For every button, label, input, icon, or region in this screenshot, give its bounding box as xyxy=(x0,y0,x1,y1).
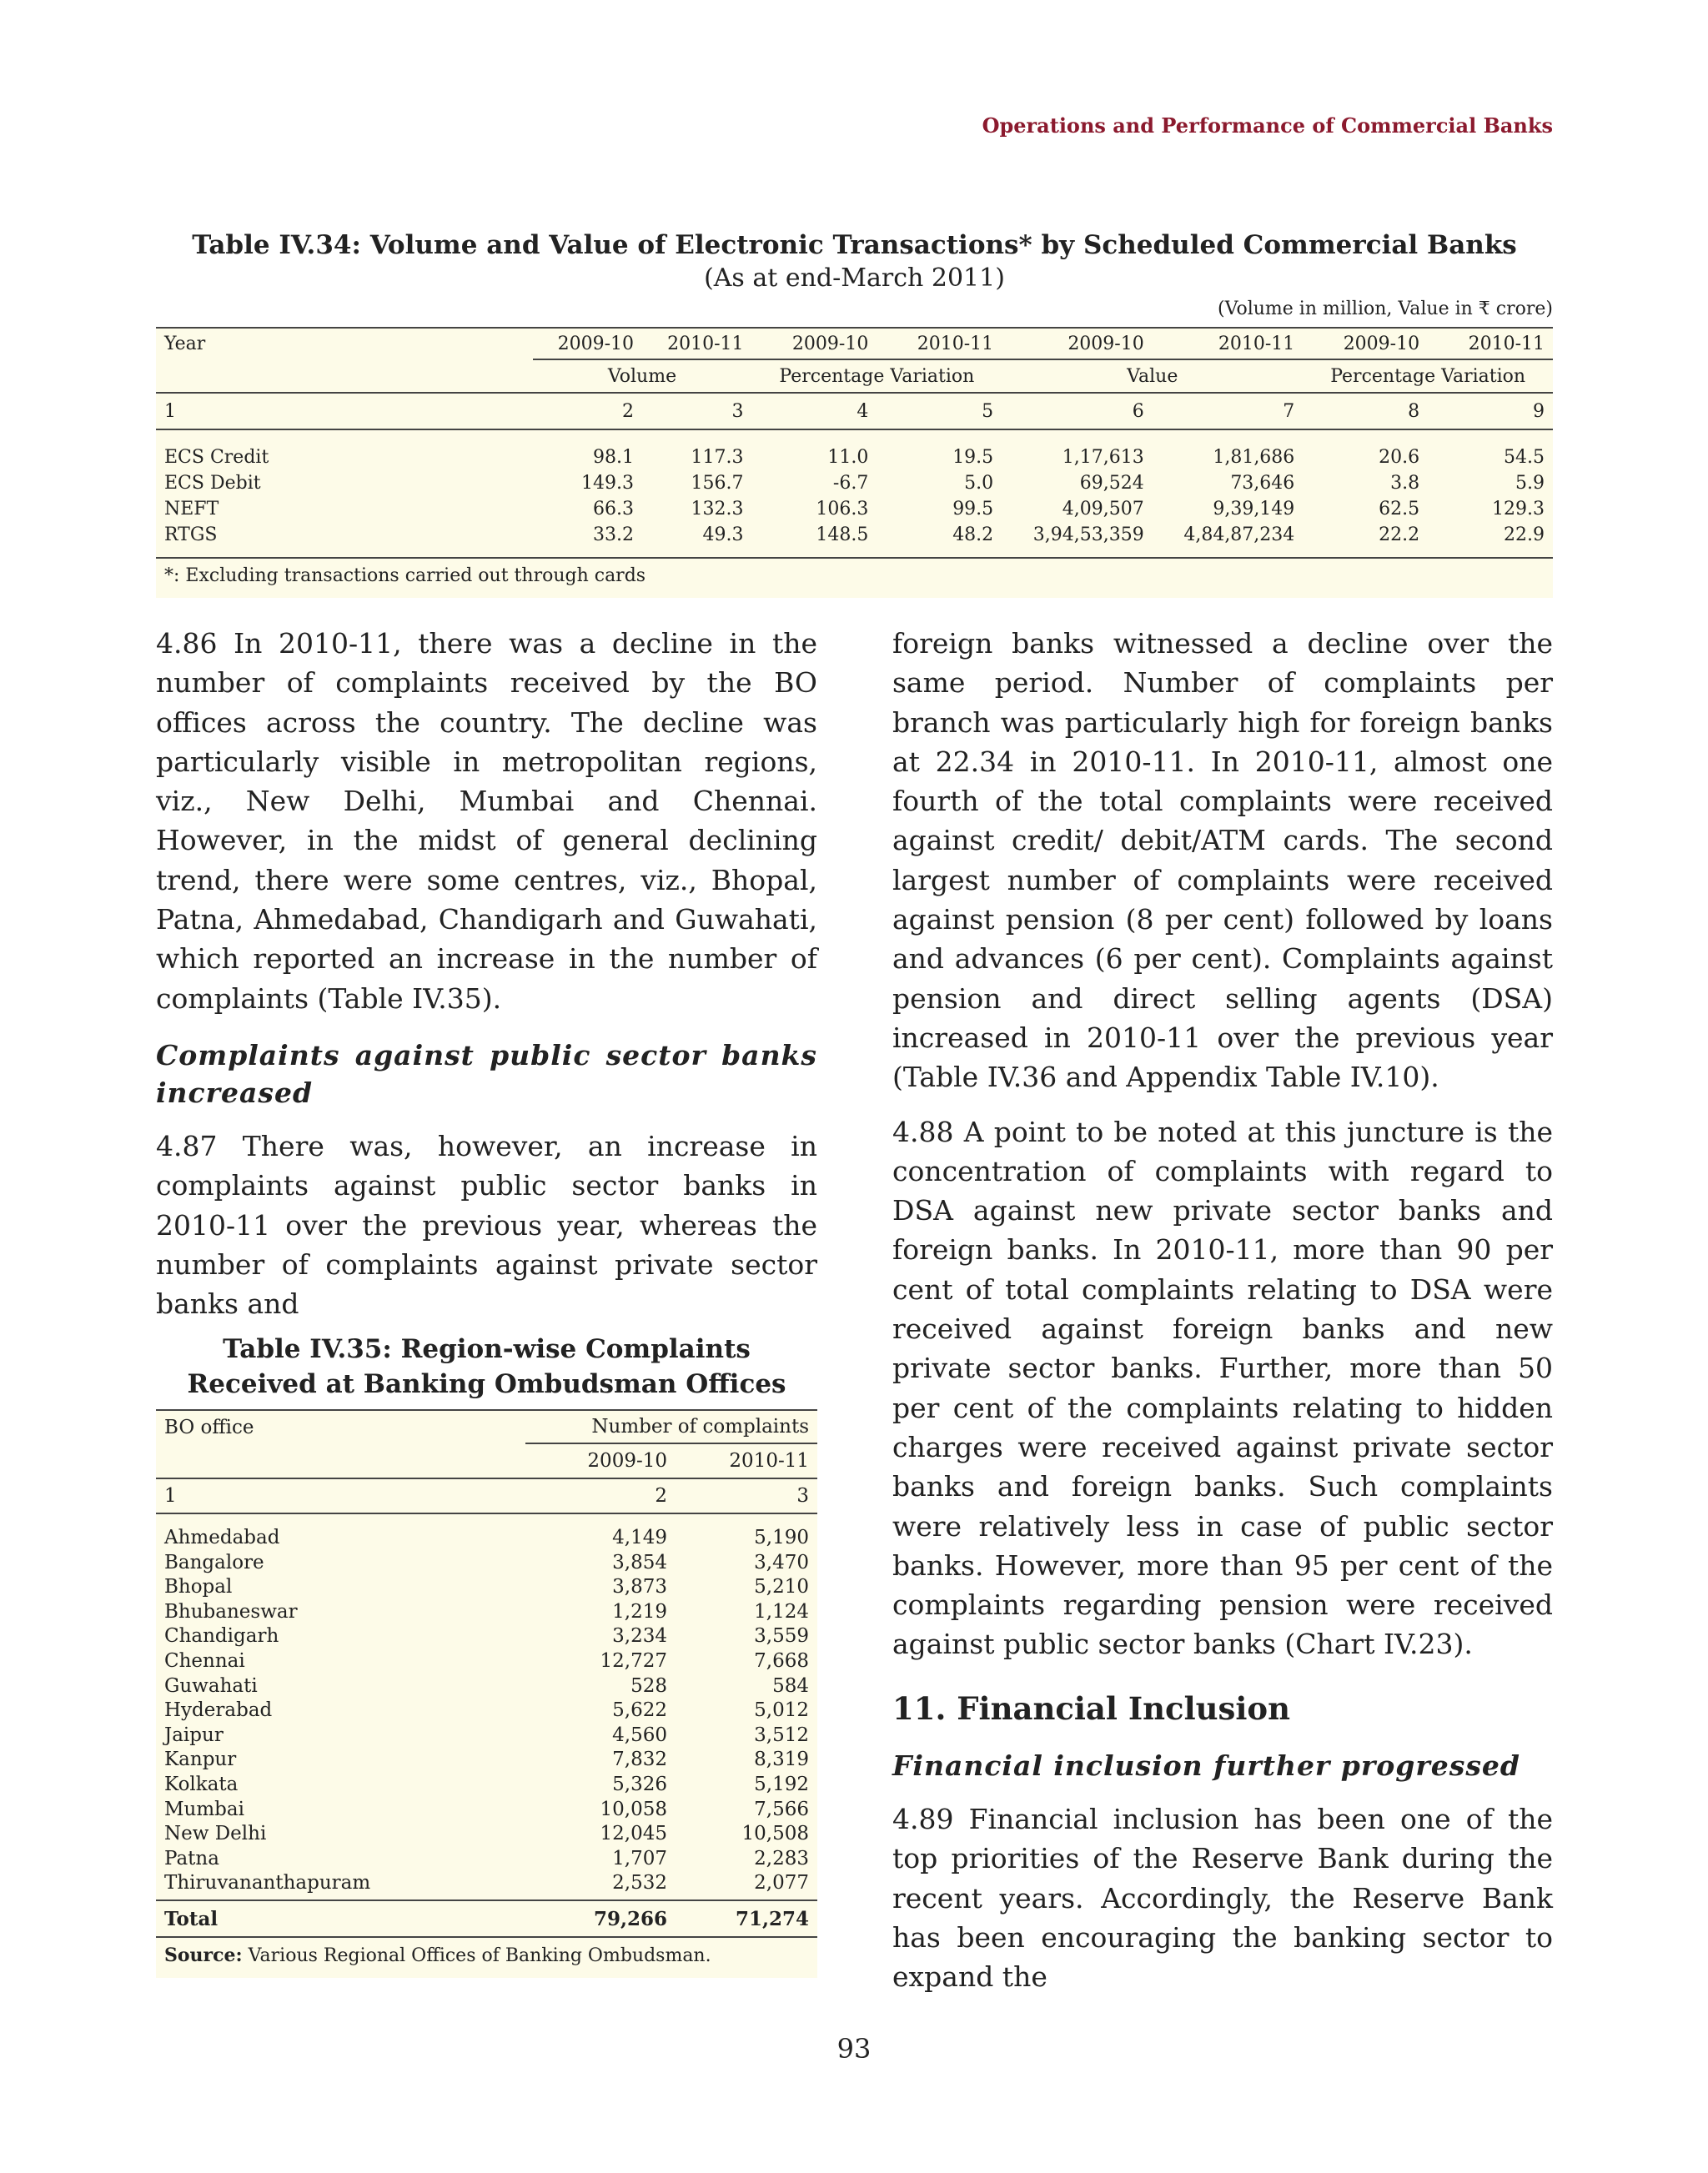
cell-value: 9,39,149 xyxy=(1213,499,1295,519)
year: 2010-11 xyxy=(1468,333,1545,354)
cell-value: 22.9 xyxy=(1504,524,1545,545)
bo-office: Thiruvananthapuram xyxy=(164,1872,371,1894)
cell-value: 54.5 xyxy=(1504,447,1545,468)
section-heading: 11. Financial Inclusion xyxy=(892,1689,1291,1727)
cell-value: 156.7 xyxy=(691,473,744,494)
complaints-2009-10: 3,854 xyxy=(612,1551,667,1573)
cell-value: 5.0 xyxy=(964,473,994,494)
bo-office: Bhubaneswar xyxy=(164,1600,298,1623)
cell-value: 148.5 xyxy=(816,524,869,545)
cell-value: 66.3 xyxy=(593,499,635,519)
bo-office: Mumbai xyxy=(164,1798,244,1820)
bo-office: Hyderabad xyxy=(164,1699,273,1722)
paragraph-4-88: 4.88 A point to be noted at this juncture is the concentration of complaints with regard to DSA against new private sector banks and foreign banks. In 2010-11, more than 90 per cent of total complaints relating to DSA were received against foreign banks and new private sector banks. Further, more than 50 per cent of the complaints relating to hidden charges were received against private sector banks and foreign banks. Such complaints were relatively less in case of public sector banks. However, more than 95 per cent of the complaints regarding pension were received against public sector banks (Chart IV.23). xyxy=(892,1115,1553,1661)
complaints-2010-11: 7,566 xyxy=(754,1798,809,1820)
year: 2010-11 xyxy=(917,333,994,354)
paragraph-4-86: 4.86 In 2010-11, there was a decline in the number of complaints received by the BO offices across the country. The decline was particularly visible in metropolitan regions, viz., New Delhi, Mumbai and Chennai. However, in the midst of general declining trend, there were some centres, viz., Bhopal, Patna, Ahmedabad, Chandigarh and Guwahati, which reported an increase in the number of complaints (Table IV.35). xyxy=(156,627,817,1015)
row-label: ECS Debit xyxy=(164,473,261,494)
col-number: 3 xyxy=(796,1485,809,1507)
group-header: Number of complaints xyxy=(525,1410,817,1443)
complaints-2010-11: 8,319 xyxy=(754,1749,809,1771)
bo-office: Patna xyxy=(164,1847,219,1869)
complaints-2010-11: 5,210 xyxy=(754,1576,809,1598)
table-row xyxy=(156,1869,817,1894)
year: 2010-11 xyxy=(729,1450,809,1472)
bo-office: Chennai xyxy=(164,1649,245,1672)
table-row xyxy=(156,1598,817,1623)
complaints-2009-10: 2,532 xyxy=(612,1872,667,1894)
group-volume: Volume xyxy=(533,359,752,393)
bo-office: Kanpur xyxy=(164,1749,237,1771)
year-header: Year xyxy=(164,334,206,354)
cell-value: 99.5 xyxy=(952,499,994,519)
row-label: RTGS xyxy=(164,524,218,545)
cell-value: 33.2 xyxy=(593,524,635,545)
year: 2009-10 xyxy=(1068,333,1144,354)
paragraph-4-87: 4.87 There was, however, an increase in complaints against public sector banks in 2010-11 over the previous year, whereas the number of complaints against private sector banks and xyxy=(156,1129,817,1321)
complaints-2010-11: 1,124 xyxy=(754,1600,809,1623)
cell-value: 149.3 xyxy=(581,473,635,494)
page-number: 93 xyxy=(836,2033,872,2065)
table-row xyxy=(156,1770,817,1795)
left-column xyxy=(156,624,817,1338)
cell-value: 62.5 xyxy=(1379,499,1420,519)
group-pct-variation: Percentage Variation xyxy=(1303,359,1553,393)
complaints-2010-11: 5,192 xyxy=(754,1773,809,1795)
complaints-2010-11: 5,012 xyxy=(754,1699,809,1722)
table1-units: (Volume in million, Value in ₹ crore) xyxy=(1218,299,1553,319)
year: 2009-10 xyxy=(587,1450,667,1472)
complaints-2009-10: 5,326 xyxy=(612,1773,667,1795)
complaints-2009-10: 1,219 xyxy=(612,1600,667,1623)
cell-value: 1,17,613 xyxy=(1062,447,1144,468)
complaints-2009-10: 5,622 xyxy=(612,1699,667,1722)
complaints-2009-10: 3,873 xyxy=(612,1576,667,1598)
col-number: 6 xyxy=(1132,400,1144,422)
col-number: 2 xyxy=(655,1485,667,1507)
col-number: 3 xyxy=(731,400,744,422)
table-row xyxy=(156,1844,817,1869)
cell-value: 20.6 xyxy=(1379,447,1420,468)
table2 xyxy=(156,1409,817,1978)
total-value: 71,274 xyxy=(735,1907,809,1930)
complaints-2010-11: 3,559 xyxy=(754,1625,809,1648)
complaints-2009-10: 12,045 xyxy=(600,1823,667,1845)
year: 2009-10 xyxy=(791,333,869,354)
bo-office: New Delhi xyxy=(164,1823,267,1845)
complaints-2009-10: 12,727 xyxy=(600,1649,667,1672)
subheading: Financial inclusion further progressed xyxy=(892,1749,1520,1783)
bo-office-header: BO office xyxy=(164,1416,254,1438)
cell-value: 129.3 xyxy=(1492,499,1545,519)
cell-value: 1,81,686 xyxy=(1213,447,1295,468)
bo-office: Kolkata xyxy=(164,1773,239,1795)
bo-office: Jaipur xyxy=(164,1724,224,1746)
year: 2009-10 xyxy=(1343,333,1420,354)
cell-value: 106.3 xyxy=(816,499,869,519)
col-number: 1 xyxy=(164,400,176,422)
complaints-2010-11: 3,512 xyxy=(754,1724,809,1746)
cell-value: 4,84,87,234 xyxy=(1183,524,1295,545)
year: 2010-11 xyxy=(667,333,744,354)
bo-office: Bangalore xyxy=(164,1551,264,1573)
table-row xyxy=(156,1820,817,1845)
right-column xyxy=(892,624,1553,2012)
col-number: 9 xyxy=(1533,400,1545,422)
total-label: Total xyxy=(164,1907,219,1930)
subheading: Complaints against public sector banks increased xyxy=(156,1038,817,1109)
table-row xyxy=(156,1746,817,1771)
cell-value: 22.2 xyxy=(1379,524,1420,545)
table-row xyxy=(156,1623,817,1648)
complaints-2010-11: 584 xyxy=(772,1674,809,1697)
paragraph-continued: foreign banks witnessed a decline over the same period. Number of complaints per branch was particularly high for foreign banks at 22.34 in 2010-11. In 2010-11, almost one fourth of the total complaints were received against credit/ debit/ATM cards. The second largest number of complaints were received against pension (8 per cent) followed by loans and advances (6 per cent). Complaints against pension and direct selling agents (DSA) increased in 2010-11 over the previous year (Table IV.36 and Appendix Table IV.10). xyxy=(892,627,1553,1094)
complaints-2009-10: 10,058 xyxy=(600,1798,667,1820)
cell-value: 48.2 xyxy=(952,524,994,545)
cell-value: 11.0 xyxy=(827,447,869,468)
table-row xyxy=(156,468,1553,494)
complaints-2010-11: 3,470 xyxy=(754,1551,809,1573)
table-row xyxy=(156,494,1553,519)
table-row xyxy=(156,519,1553,545)
year: 2010-11 xyxy=(1218,333,1295,354)
complaints-2010-11: 7,668 xyxy=(754,1649,809,1672)
bo-office: Guwahati xyxy=(164,1674,258,1697)
complaints-2009-10: 1,707 xyxy=(612,1847,667,1869)
complaints-2009-10: 4,149 xyxy=(612,1527,667,1548)
table1 xyxy=(156,327,1553,598)
col-number: 7 xyxy=(1283,400,1295,422)
cell-value: 3.8 xyxy=(1390,473,1420,494)
row-label: ECS Credit xyxy=(164,447,269,468)
complaints-2010-11: 5,190 xyxy=(754,1527,809,1548)
col-number: 5 xyxy=(982,400,994,422)
cell-value: 3,94,53,359 xyxy=(1032,524,1144,545)
table-row xyxy=(156,1647,817,1672)
cell-value: 4,09,507 xyxy=(1062,499,1144,519)
complaints-2010-11: 2,077 xyxy=(754,1872,809,1894)
source-label: Source: xyxy=(164,1945,243,1967)
bo-office: Chandigarh xyxy=(164,1625,279,1648)
cell-value: 5.9 xyxy=(1515,473,1545,494)
cell-value: -6.7 xyxy=(832,473,869,494)
table-row xyxy=(156,1795,817,1820)
table-row xyxy=(156,429,1553,468)
cell-value: 49.3 xyxy=(702,524,744,545)
source-text: Various Regional Offices of Banking Ombudsman. xyxy=(242,1945,711,1967)
cell-value: 69,524 xyxy=(1079,473,1144,494)
running-header: Operations and Performance of Commercial Banks xyxy=(982,113,1553,138)
table-row xyxy=(156,1573,817,1598)
row-label: NEFT xyxy=(164,499,219,519)
total-value: 79,266 xyxy=(593,1907,667,1930)
table-row xyxy=(156,1513,817,1548)
complaints-2010-11: 10,508 xyxy=(741,1823,809,1845)
table1-footnote: *: Excluding transactions carried out through cards xyxy=(156,557,1553,598)
complaints-2009-10: 7,832 xyxy=(612,1749,667,1771)
cell-value: 132.3 xyxy=(691,499,744,519)
complaints-2009-10: 3,234 xyxy=(612,1625,667,1648)
col-number: 8 xyxy=(1408,400,1420,422)
table2-title: Table IV.35: Region-wise Complaints Received at Banking Ombudsman Offices xyxy=(187,1334,786,1399)
complaints-2010-11: 2,283 xyxy=(754,1847,809,1869)
table-row xyxy=(156,1672,817,1697)
group-value: Value xyxy=(1002,359,1303,393)
col-number: 4 xyxy=(857,400,869,422)
cell-value: 19.5 xyxy=(952,447,994,468)
col-number: 2 xyxy=(622,400,635,422)
complaints-2009-10: 4,560 xyxy=(612,1724,667,1746)
table-row xyxy=(156,1697,817,1722)
table1-title: Table IV.34: Volume and Value of Electronic Transactions* by Scheduled Commercial Banks xyxy=(192,230,1517,260)
bo-office: Bhopal xyxy=(164,1576,233,1598)
complaints-2009-10: 528 xyxy=(630,1674,667,1697)
table-row xyxy=(156,1721,817,1746)
table1-subtitle: (As at end-March 2011) xyxy=(704,263,1005,293)
group-pct-variation: Percentage Variation xyxy=(752,359,1002,393)
cell-value: 117.3 xyxy=(691,447,744,468)
year: 2009-10 xyxy=(557,333,635,354)
cell-value: 98.1 xyxy=(593,447,635,468)
col-number: 1 xyxy=(164,1485,177,1507)
table-row xyxy=(156,1548,817,1573)
bo-office: Ahmedabad xyxy=(164,1527,280,1548)
paragraph-4-89: 4.89 Financial inclusion has been one of the top priorities of the Reserve Bank during the recent years. Accordingly, the Reserve Bank has been encouraging the banking sector to expand the xyxy=(892,1803,1553,1994)
cell-value: 73,646 xyxy=(1230,473,1295,494)
